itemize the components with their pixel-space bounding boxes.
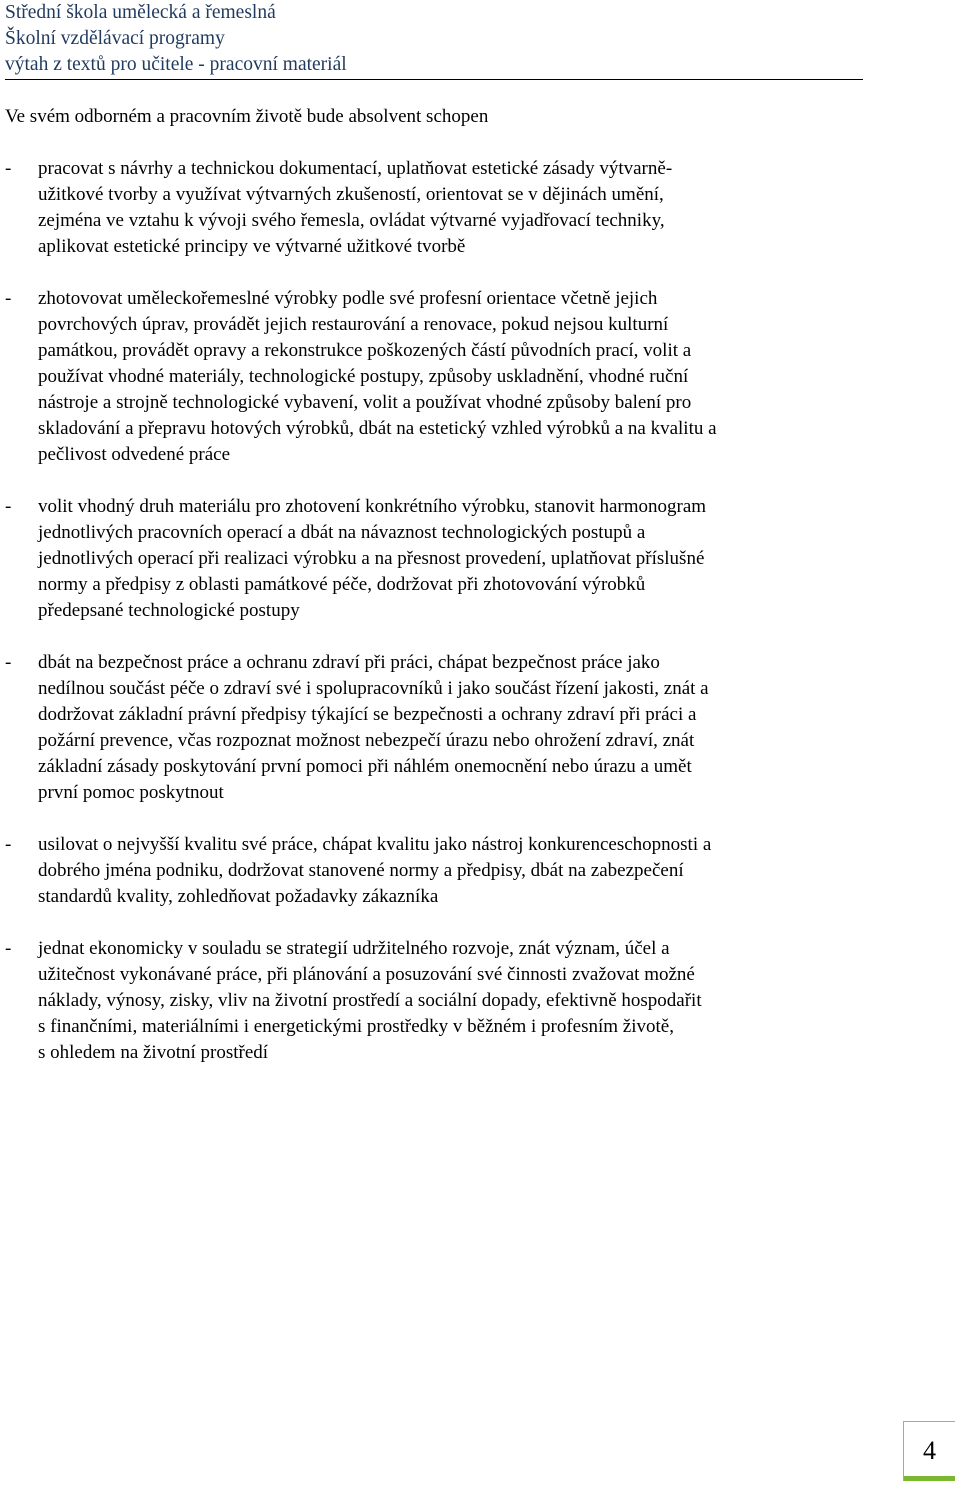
text-line: s finančními, materiálními i energetickými prostředky v běžném i profesním životě,: [38, 1016, 674, 1037]
text-line: předepsané technologické postupy: [38, 600, 300, 621]
list-item: [5, 650, 860, 806]
list-item: [5, 832, 860, 910]
text-line: nedílnou součást péče o zdraví své i spolupracovníků i jako součást řízení jakosti, znát a: [38, 678, 709, 699]
bullet-text: [38, 156, 860, 260]
text-line: náklady, výnosy, zisky, vliv na životní prostředí a sociální dopady, efektivně hospodařit: [38, 990, 702, 1011]
bullet-dash: -: [5, 938, 12, 959]
bullet-dash: -: [5, 834, 12, 855]
text-line: základní zásady poskytování první pomoci při náhlém onemocnění nebo úrazu a umět: [38, 756, 692, 777]
programs-title: Školní vzdělávací programy: [5, 28, 225, 49]
page-header: [5, 0, 863, 80]
text-line: požární prevence, včas rozpoznat možnost nebezpečí úrazu nebo ohrožení zdraví, znát: [38, 730, 695, 751]
text-line: povrchových úprav, provádět jejich restaurování a renovace, pokud nejsou kulturní: [38, 314, 669, 335]
bullet-text: [38, 832, 860, 910]
text-line: jednotlivých operací při realizaci výrobku a na přesnost provedení, uplatňovat příslušné: [38, 548, 705, 569]
text-line: používat vhodné materiály, technologické postupy, způsoby uskladnění, vhodné ruční: [38, 366, 689, 387]
bullet-text: [38, 494, 860, 624]
bullet-list: [5, 156, 860, 1066]
page-body: [5, 104, 860, 1092]
text-line: užitečnost vykonávané práce, při plánování a posuzování své činnosti zvažovat možné: [38, 964, 695, 985]
intro-text: Ve svém odborném a pracovním životě bude absolvent schopen: [5, 106, 489, 127]
text-line: standardů kvality, zohledňovat požadavky zákazníka: [38, 886, 439, 907]
text-line: aplikovat estetické principy ve výtvarné užitkové tvorbě: [38, 236, 466, 257]
text-line: skladování a přepravu hotových výrobků, dbát na estetický vzhled výrobků a na kvalitu a: [38, 418, 717, 439]
bullet-text: [38, 936, 860, 1066]
list-item: [5, 156, 860, 260]
page-number-box: [903, 1421, 955, 1481]
bullet-dash: -: [5, 652, 12, 673]
text-line: normy a předpisy z oblasti památkové péče, dodržovat při zhotovování výrobků: [38, 574, 646, 595]
bullet-dash: -: [5, 158, 12, 179]
list-item: [5, 936, 860, 1066]
list-item: [5, 494, 860, 624]
document-subtitle: výtah z textů pro učitele - pracovní materiál: [5, 54, 347, 75]
text-line: nástroje a strojně technologické vybavení, volit a používat vhodné způsoby balení pro: [38, 392, 692, 413]
text-line: s ohledem na životní prostředí: [38, 1042, 269, 1063]
text-line: dbát na bezpečnost práce a ochranu zdraví při práci, chápat bezpečnost práce jako: [38, 652, 660, 673]
text-line: dobrého jména podniku, dodržovat stanovené normy a předpisy, dbát na zabezpečení: [38, 860, 684, 881]
text-line: pracovat s návrhy a technickou dokumentací, uplatňovat estetické zásady výtvarně-: [38, 158, 673, 179]
bullet-text: [38, 286, 860, 468]
text-line: památkou, provádět opravy a rekonstrukce poškozených částí původních prací, volit a: [38, 340, 692, 361]
text-line: jednat ekonomicky v souladu se strategií udržitelného rozvoje, znát význam, účel a: [38, 938, 670, 959]
list-item: [5, 286, 860, 468]
bullet-text: [38, 650, 860, 806]
text-line: pečlivost odvedené práce: [38, 444, 231, 465]
bullet-dash: -: [5, 288, 12, 309]
page-number: 4: [923, 1436, 936, 1465]
text-line: usilovat o nejvyšší kvalitu své práce, chápat kvalitu jako nástroj konkurenceschopnosti a: [38, 834, 712, 855]
school-name: Střední škola umělecká a řemeslná: [5, 2, 276, 23]
text-line: zejména ve vztahu k vývoji svého řemesla, ovládat výtvarné vyjadřovací techniky,: [38, 210, 665, 231]
bullet-dash: -: [5, 496, 12, 517]
text-line: první pomoc poskytnout: [38, 782, 224, 803]
text-line: volit vhodný druh materiálu pro zhotovení konkrétního výrobku, stanovit harmonogram: [38, 496, 707, 517]
text-line: zhotovovat uměleckořemeslné výrobky podle své profesní orientace včetně jejich: [38, 288, 658, 309]
text-line: dodržovat základní právní předpisy týkající se bezpečnosti a ochrany zdraví při práci a: [38, 704, 697, 725]
page-number-accent-bar: [904, 1476, 955, 1481]
text-line: jednotlivých pracovních operací a dbát na návaznost technologických postupů a: [38, 522, 646, 543]
text-line: užitkové tvorby a využívat výtvarných zkušeností, orientovat se v dějinách umění,: [38, 184, 664, 205]
